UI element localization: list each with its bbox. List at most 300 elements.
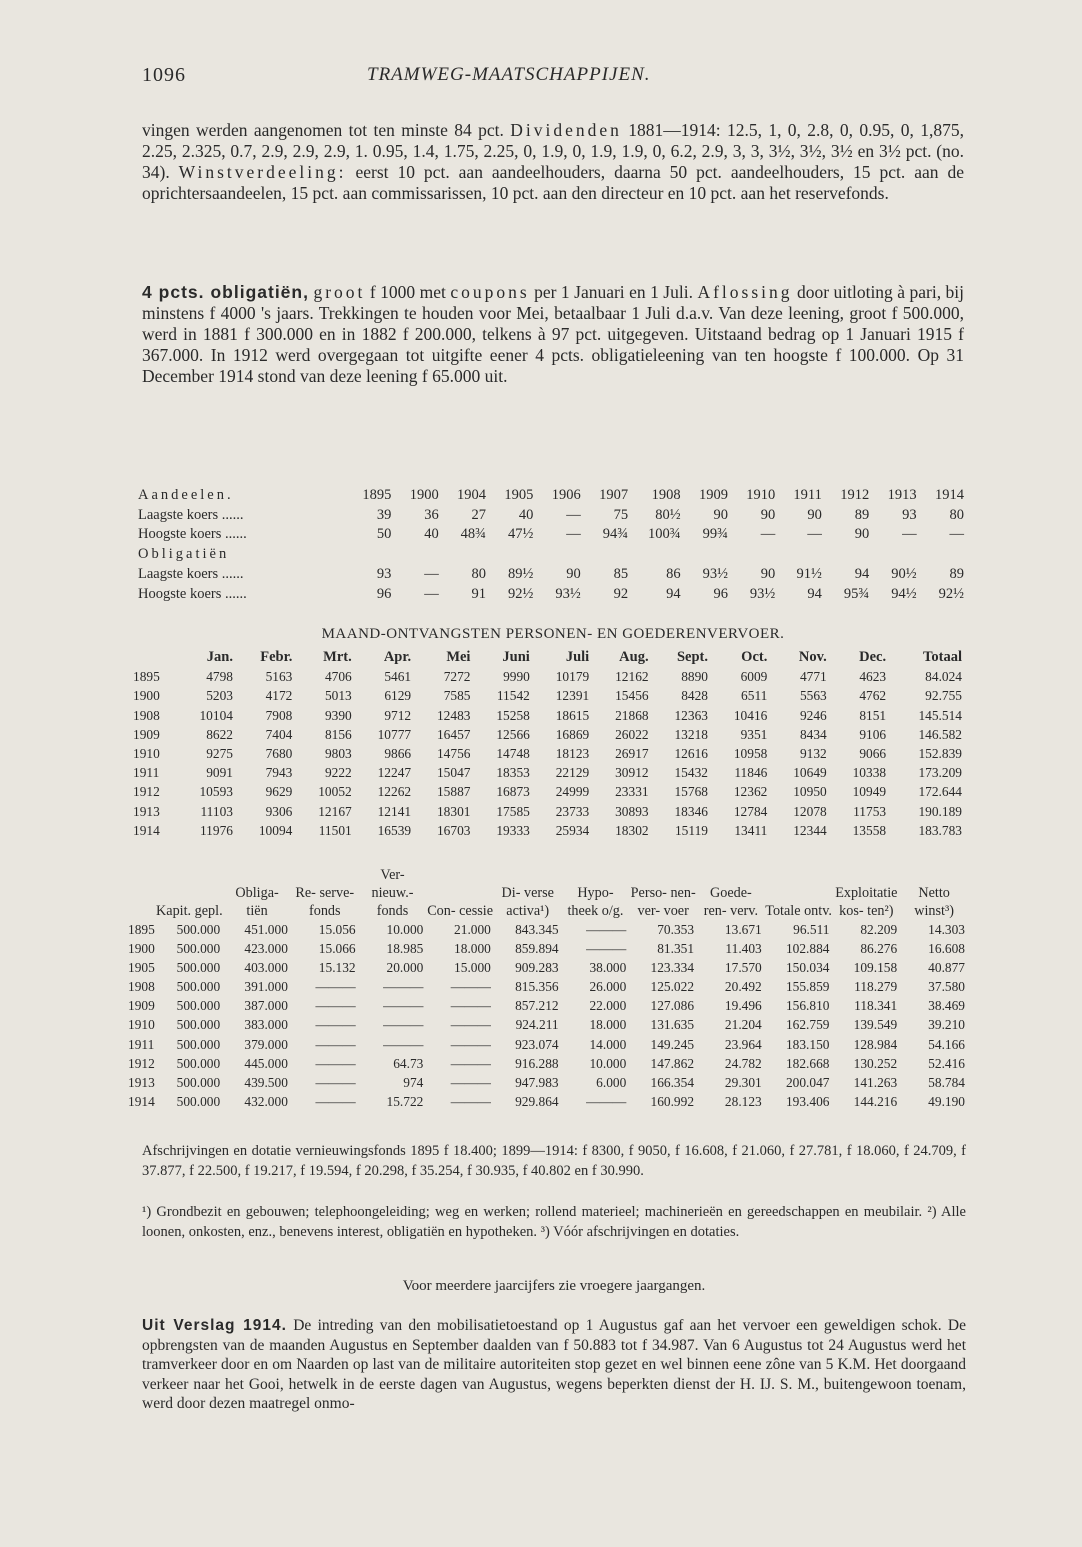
fin-cell: 182.668 — [785, 1055, 830, 1071]
table-row — [133, 782, 965, 801]
table-row — [128, 1035, 968, 1054]
maand-cell: 15258 — [496, 707, 530, 723]
maand-cell: 10949 — [852, 784, 887, 800]
maand-cell: 12344 — [793, 822, 827, 838]
maand-cell: 172.644 — [918, 784, 962, 800]
maand-cell: 9351 — [740, 726, 768, 742]
row-year: 1914 — [133, 822, 160, 838]
fin-cell: ——— — [315, 1017, 356, 1033]
maand-cell: 26022 — [615, 726, 649, 742]
koersen-row-label: Laagste koers ...... — [138, 506, 244, 523]
koersen-cell: — — [902, 526, 917, 543]
fin-cell: 18.985 — [386, 941, 424, 957]
koersen-cell: 39 — [376, 506, 392, 523]
maand-cell: 11753 — [853, 803, 887, 819]
fin-cell: 909.283 — [515, 960, 559, 976]
fin-cell: 815.356 — [515, 979, 559, 995]
fin-cell: ——— — [383, 979, 424, 995]
maand-cell: 8622 — [206, 726, 233, 742]
maand-cell: 7943 — [265, 765, 293, 781]
fin-cell: 82.209 — [860, 922, 898, 937]
paragraph-dividend — [142, 120, 964, 204]
koersen-cell: 47½ — [508, 526, 534, 543]
koersen-cell: 93 — [376, 565, 392, 582]
dividend-list: 1881—1914: 12.5, 1, 0, 2.8, 0, 0.95, 0, 1,875, 2.25, 2.325, 0.7, 2.9, 2.9, 2.9, 1. 0.95, 1.4, 1.75, 2.25, 0, 1.9, 0, 1.9, 1.9, 0, 6.2, 2.9, 3, 3, 3½, 3½, 3½ en 3½ pct. (no. 34). — [142, 120, 964, 182]
fin-cell: 193.406 — [785, 1093, 830, 1109]
afschrijvingen-note: Afschrijvingen en dotatie vernieuwingsfonds 1895 f 18.400; 1899—1914: f 8300, f 9050, f 16.608, f 21.060, f 27.781, f 18.060, f 24.709, f 37.877, f 22.500, f 19.217, f 19.594, f 20.298, f 35.254, f 30.935, f 40.802 en f 30.990. — [142, 1143, 966, 1179]
fin-cell: 974 — [403, 1074, 424, 1090]
koersen-cell: 95¾ — [843, 585, 870, 602]
maand-cell: 5163 — [265, 669, 293, 685]
fin-cell: 127.086 — [650, 998, 695, 1014]
koersen-year — [632, 545, 685, 565]
fin-cell: 843.345 — [515, 922, 559, 937]
koersen-cell: 90 — [566, 565, 581, 582]
verslag-paragraph — [142, 1316, 966, 1414]
maand-cell: 18346 — [674, 803, 708, 819]
fin-cell: 10.000 — [589, 1055, 627, 1071]
maand-column-header — [133, 648, 177, 667]
fin-cell: 141.263 — [853, 1074, 898, 1090]
fin-cell: 118.341 — [854, 998, 898, 1014]
fin-column-header: Netto winst³) — [914, 885, 954, 919]
fin-cell: 22.000 — [589, 998, 627, 1014]
fin-cell: 500.000 — [176, 941, 221, 957]
row-year: 1913 — [128, 1074, 155, 1090]
fin-cell: 200.047 — [785, 1074, 830, 1090]
text-run: vingen werden aangenomen tot ten minste 84 pct. — [142, 120, 511, 140]
row-year: 1900 — [133, 688, 160, 704]
koersen-cell: 96 — [376, 585, 392, 602]
maand-cell: 10777 — [377, 726, 412, 742]
maand-cell: 13411 — [734, 822, 768, 838]
table-row — [138, 565, 968, 585]
maand-cell: 16703 — [436, 822, 471, 838]
maand-column-header: Aug. — [619, 649, 649, 665]
fin-cell: 64.73 — [393, 1055, 424, 1071]
fin-cell: ——— — [586, 1093, 627, 1109]
maand-cell: 10950 — [793, 784, 827, 800]
koersen-year — [585, 545, 632, 565]
table-row — [128, 1015, 968, 1034]
fin-cell: 23.964 — [724, 1036, 762, 1052]
fin-cell: 923.074 — [515, 1036, 559, 1052]
koersen-cell: — — [566, 506, 581, 523]
fin-cell: 857.212 — [515, 998, 559, 1014]
maand-cell: 5203 — [206, 688, 233, 704]
fin-cell: ——— — [315, 998, 356, 1014]
fin-cell: 58.784 — [928, 1074, 965, 1090]
fin-cell: ——— — [315, 1074, 356, 1090]
maand-cell: 9091 — [206, 765, 233, 781]
koersen-year — [490, 545, 537, 565]
fin-cell: ——— — [315, 1093, 356, 1109]
maand-cell: 9106 — [859, 726, 887, 742]
maand-cell: 9306 — [265, 803, 293, 819]
koersen-cell: 91½ — [796, 565, 822, 582]
koersen-year — [732, 545, 779, 565]
fin-cell: 131.635 — [650, 1017, 695, 1033]
koersen-cell: — — [760, 526, 776, 543]
maand-cell: 26917 — [615, 746, 649, 762]
fin-cell: 40.877 — [928, 960, 965, 976]
maand-cell: 18301 — [436, 803, 471, 819]
maand-cell: 13218 — [674, 726, 708, 742]
fin-cell: 86.276 — [860, 941, 898, 957]
koersen-cell: 40 — [424, 526, 439, 543]
maand-cell: 15432 — [674, 765, 708, 781]
maand-cell: 18302 — [615, 822, 649, 838]
maand-cell: 9803 — [324, 746, 352, 762]
fin-column-header: Hypo- theek o/g. — [567, 885, 624, 919]
maand-cell: 18615 — [555, 707, 590, 723]
koersen-year: 1908 — [651, 487, 681, 503]
row-year: 1909 — [128, 998, 155, 1014]
fin-cell: 147.862 — [650, 1055, 695, 1071]
text-run: per 1 Januari en 1 Juli. — [529, 282, 698, 302]
fin-cell: 17.570 — [724, 960, 762, 976]
koersen-cell: 94 — [666, 585, 681, 602]
koersen-cell: 27 — [471, 506, 487, 523]
fin-cell: 6.000 — [596, 1074, 627, 1090]
row-year: 1910 — [128, 1017, 155, 1033]
fin-cell: 451.000 — [244, 922, 288, 937]
fin-cell: 500.000 — [176, 1036, 221, 1052]
koersen-header-row — [138, 545, 968, 565]
koersen-cell: 94 — [854, 565, 870, 582]
fin-cell: 166.354 — [650, 1074, 695, 1090]
table-row — [138, 525, 968, 545]
maand-cell: 30893 — [615, 803, 649, 819]
fin-cell: 21.204 — [724, 1017, 762, 1033]
koersen-row-label: Laagste koers ...... — [138, 565, 244, 582]
fin-cell: ——— — [450, 1093, 491, 1109]
maand-cell: 21868 — [615, 707, 649, 723]
fin-cell: 183.150 — [785, 1036, 830, 1052]
maand-cell: 7908 — [265, 707, 293, 723]
row-year: 1912 — [133, 784, 160, 800]
maand-cell: 11542 — [496, 688, 530, 704]
maand-cell: 12167 — [318, 803, 352, 819]
koersen-section-label: Obligatiën — [138, 546, 230, 563]
koersen-cell: 36 — [424, 506, 439, 523]
koersen-year: 1912 — [840, 487, 870, 503]
koersen-cell: — — [424, 565, 439, 582]
fin-column-header: Ver- nieuw.- fonds — [371, 867, 414, 919]
maand-cell: 11501 — [318, 822, 352, 838]
maand-cell: 10052 — [318, 784, 352, 800]
fin-cell: ——— — [586, 941, 627, 957]
fin-cell: ——— — [450, 1074, 491, 1090]
fin-cell: 102.884 — [785, 941, 830, 957]
fin-column-header: Kapit. gepl. — [156, 903, 223, 919]
table-row — [133, 744, 965, 763]
koersen-cell: 80½ — [655, 506, 681, 523]
maand-cell: 9990 — [503, 669, 530, 685]
maand-column-header: Jan. — [206, 649, 233, 665]
table-row — [138, 585, 968, 605]
fin-cell: 500.000 — [176, 998, 221, 1014]
fin-cell: 52.416 — [928, 1055, 965, 1071]
koersen-year — [685, 545, 732, 565]
koersen-cell: 92½ — [508, 585, 534, 602]
maand-cell: 10649 — [793, 765, 827, 781]
table-row — [128, 977, 968, 996]
maand-cell: 5013 — [324, 688, 352, 704]
table-row — [128, 1092, 968, 1111]
fin-cell: 16.608 — [928, 941, 965, 957]
maand-column-header: Mei — [446, 649, 471, 665]
maand-cell: 6009 — [740, 669, 768, 685]
maand-cell: 9866 — [384, 746, 412, 762]
fin-cell: 24.782 — [724, 1055, 762, 1071]
row-year: 1905 — [128, 960, 155, 976]
fin-cell: 81.351 — [657, 941, 695, 957]
fin-cell: 54.166 — [928, 1036, 965, 1052]
maand-column-header: Dec. — [859, 649, 887, 665]
maand-column-header: Juni — [502, 649, 530, 665]
fin-cell: ——— — [450, 998, 491, 1014]
maand-cell: 183.783 — [918, 822, 962, 838]
maand-cell: 15119 — [674, 822, 708, 838]
koersen-cell: 90 — [760, 506, 776, 523]
koersen-cell: 94 — [807, 585, 822, 602]
koersen-cell: — — [807, 526, 822, 543]
fin-cell: 10.000 — [386, 922, 424, 937]
maand-ontvangsten-table — [133, 648, 965, 840]
maand-cell: 8428 — [681, 688, 708, 704]
koersen-year: 1914 — [935, 487, 964, 503]
fin-cell: 26.000 — [589, 979, 627, 995]
koersen-cell: 89 — [949, 565, 964, 582]
maand-cell: 5461 — [384, 669, 412, 685]
maand-cell: 14756 — [436, 746, 471, 762]
maand-cell: 16457 — [436, 726, 471, 742]
maand-column-header: Juli — [565, 649, 590, 665]
dividenden-label: Dividenden — [510, 120, 622, 140]
page-number: 1096 — [142, 64, 186, 86]
fin-column-header: Di- verse activa¹) — [501, 885, 554, 919]
fin-cell: 123.334 — [650, 960, 695, 976]
koersen-year: 1907 — [599, 487, 629, 503]
maand-cell: 9066 — [859, 746, 887, 762]
maand-cell: 4706 — [324, 669, 352, 685]
fin-cell: 38.000 — [589, 960, 627, 976]
fin-cell: 144.216 — [853, 1093, 898, 1109]
maand-cell: 25934 — [555, 822, 590, 838]
groot-label: groot — [313, 282, 366, 302]
maand-cell: 92.755 — [925, 688, 962, 704]
koersen-year: 1910 — [746, 487, 776, 503]
koersen-cell: 50 — [376, 526, 392, 543]
table-row — [133, 763, 965, 782]
maand-cell: 18353 — [496, 765, 530, 781]
fin-cell: ——— — [383, 1036, 424, 1052]
maand-cell: 173.209 — [918, 765, 962, 781]
maand-cell: 12616 — [674, 746, 708, 762]
fin-column-header: Obliga- tiën — [235, 885, 279, 919]
maand-cell: 16869 — [555, 726, 590, 742]
verslag-text: De intreding van den mobilisatietoestand op 1 Augustus gaf aan het vervoer een geweldigen schok. De opbrengsten van de maanden Augustus en September daalden van f 50.883 tot f 34.987. Van 6 Augustus tot 24 Augustus werd het tramverkeer door en om Naarden op last van de militaire autoriteiten stop gezet en wel binnen eene zône van 5 K.M. Het doorgaand verkeer naar het Gooi, hetwelk in de eerste dagen van Augustus, wegens beperkten dienst der H. IJ. S. M., buitengewoon toenam, werd door dezen maatregel onmo- — [142, 1317, 967, 1413]
table-row — [133, 802, 965, 821]
fin-cell: 18.000 — [454, 941, 491, 957]
table-row — [133, 667, 965, 686]
maand-cell: 12391 — [555, 688, 590, 704]
financial-table — [128, 866, 968, 1111]
fin-cell: 156.810 — [785, 998, 830, 1014]
maand-cell: 4623 — [859, 669, 887, 685]
maand-cell: 10593 — [199, 784, 233, 800]
koersen-cell: 90 — [807, 506, 822, 523]
maand-cell: 9222 — [324, 765, 352, 781]
koersen-table — [138, 486, 968, 604]
coupons-label: coupons — [450, 282, 530, 302]
maand-cell: 23331 — [615, 784, 649, 800]
maand-column-header: Sept. — [676, 649, 708, 665]
maand-cell: 9132 — [799, 746, 827, 762]
text-run: door uitloting à pari, bij minstens f 4000 's jaars. Trekkingen te houden voor Mei, betaalbaar 1 Juli d.a.v. Van deze leening, groot f 500.000, werd in 1881 f 300.000 en in 1882 f 200.000, telkens à 97 pct. uitgegeven. Uitstaand bedrag op 1 Januari 1915 f 367.000. In 1912 werd overgegaan tot uitgifte eener 4 pcts. obligatieleening van ten hoogste f 100.000. Op 31 December 1914 stond van deze leening f 65.000 uit. — [142, 282, 965, 386]
koersen-year: 1904 — [457, 487, 487, 503]
maand-cell: 10958 — [733, 746, 768, 762]
table-row — [128, 958, 968, 977]
maand-column-header: Mrt. — [323, 649, 352, 665]
koersen-cell: 91 — [471, 585, 487, 602]
maand-cell: 14748 — [496, 746, 530, 762]
maand-cell: 7272 — [443, 669, 471, 685]
fin-cell: 150.034 — [785, 960, 830, 976]
fin-cell: 500.000 — [176, 1017, 221, 1033]
fin-cell: 160.992 — [650, 1093, 695, 1109]
koersen-year — [537, 545, 584, 565]
maand-cell: 15768 — [674, 784, 708, 800]
koersen-cell: — — [949, 526, 964, 543]
fin-cell: 13.671 — [724, 922, 762, 937]
fin-cell: ——— — [315, 1055, 356, 1071]
koersen-row-label: Hoogste koers ...... — [138, 526, 247, 543]
fin-cell: 423.000 — [244, 941, 288, 957]
fin-cell: ——— — [315, 979, 356, 995]
row-year: 1908 — [128, 979, 155, 995]
maand-cell: 145.514 — [918, 707, 962, 723]
fin-cell: 28.123 — [724, 1093, 762, 1109]
fin-cell: ——— — [383, 998, 424, 1014]
fin-cell: 500.000 — [176, 979, 221, 995]
koersen-cell: 80 — [471, 565, 487, 582]
maand-cell: 15887 — [436, 784, 471, 800]
fin-cell: 500.000 — [176, 1074, 221, 1090]
koersen-cell: 90 — [713, 506, 728, 523]
fin-cell: 383.000 — [244, 1017, 288, 1033]
koersen-year: 1906 — [551, 487, 581, 503]
maand-cell: 9629 — [265, 784, 293, 800]
koersen-section-label: Aandeelen. — [138, 487, 234, 503]
fin-cell: 96.511 — [793, 922, 830, 937]
fin-cell: 391.000 — [244, 979, 288, 995]
koersen-year — [395, 545, 442, 565]
fin-cell: 445.000 — [244, 1055, 288, 1071]
maand-cell: 84.024 — [925, 669, 962, 685]
fin-cell: 18.000 — [589, 1017, 627, 1033]
fin-cell: 125.022 — [650, 979, 695, 995]
running-header — [142, 64, 962, 90]
koersen-year: 1913 — [887, 487, 917, 503]
fin-column-header: Exploitatie kos- ten²) — [835, 885, 898, 919]
maand-cell: 12784 — [733, 803, 768, 819]
fin-cell: 14.000 — [589, 1036, 627, 1052]
koersen-cell: 90½ — [891, 565, 917, 582]
fin-cell: 500.000 — [176, 922, 221, 937]
koersen-cell: 89½ — [508, 565, 534, 582]
fin-cell: 118.279 — [854, 979, 898, 995]
maand-cell: 7404 — [265, 726, 293, 742]
maand-cell: 23733 — [555, 803, 590, 819]
maand-cell: 17585 — [496, 803, 530, 819]
fin-cell: 403.000 — [244, 960, 288, 976]
fin-cell: 924.211 — [515, 1017, 559, 1033]
maand-cell: 16873 — [496, 784, 530, 800]
maand-cell: 12247 — [377, 765, 412, 781]
fin-cell: 500.000 — [176, 1055, 221, 1071]
row-year: 1911 — [128, 1036, 155, 1052]
maand-cell: 4172 — [265, 688, 293, 704]
row-year: 1910 — [133, 746, 160, 762]
maand-cell: 22129 — [555, 765, 590, 781]
koersen-cell: 92 — [613, 585, 629, 602]
koersen-year — [779, 545, 826, 565]
fin-cell: ——— — [586, 922, 627, 937]
maand-cell: 12078 — [793, 803, 827, 819]
koersen-cell: 80 — [949, 506, 964, 523]
koersen-cell: 93½ — [749, 585, 776, 602]
footnotes: ¹) Grondbezit en gebouwen; telephoongeleiding; weg en werken; rollend materieel; machinerieën en gereedschappen en meubilair. ²) Alle loonen, onkosten, enz., benevens interest, obligatiën en hypotheken. ³) Vóór afschrijvingen en dotaties. — [142, 1204, 966, 1240]
koersen-cell: 100¾ — [647, 526, 681, 543]
koersen-cell: 86 — [666, 565, 681, 582]
fin-cell: ——— — [450, 979, 491, 995]
maand-cell: 12363 — [674, 707, 708, 723]
aflossing-label: Aflossing — [697, 282, 793, 302]
maand-cell: 146.582 — [918, 726, 962, 742]
maand-cell: 7680 — [265, 746, 293, 762]
fin-column-header — [128, 866, 155, 920]
maand-cell: 5563 — [799, 688, 827, 704]
maand-cell: 13558 — [852, 822, 887, 838]
maand-column-header: Febr. — [260, 649, 293, 665]
fin-cell: 19.496 — [724, 998, 762, 1014]
row-year: 1908 — [133, 707, 160, 723]
row-year: 1911 — [133, 765, 160, 781]
maand-cell: 12141 — [377, 803, 412, 819]
fin-cell: 439.500 — [244, 1074, 288, 1090]
koersen-cell: 94½ — [891, 585, 917, 602]
fin-cell: 38.469 — [928, 998, 965, 1014]
koersen-cell: 93½ — [555, 585, 581, 602]
maand-column-header: Totaal — [923, 649, 962, 665]
maand-cell: 11103 — [200, 803, 233, 819]
maand-cell: 10338 — [852, 765, 887, 781]
fin-column-header: Con- cessie — [427, 903, 494, 919]
fin-cell: ——— — [450, 1055, 491, 1071]
koersen-year: 1911 — [793, 487, 822, 503]
fin-cell: 379.000 — [244, 1036, 288, 1052]
row-year: 1909 — [133, 726, 160, 742]
maand-cell: 12262 — [377, 784, 412, 800]
maand-cell: 11976 — [199, 822, 233, 838]
maand-cell: 4798 — [206, 669, 233, 685]
table-row — [133, 725, 965, 744]
koersen-cell: 93 — [902, 506, 917, 523]
table-row — [128, 1054, 968, 1073]
table-row — [128, 1073, 968, 1092]
